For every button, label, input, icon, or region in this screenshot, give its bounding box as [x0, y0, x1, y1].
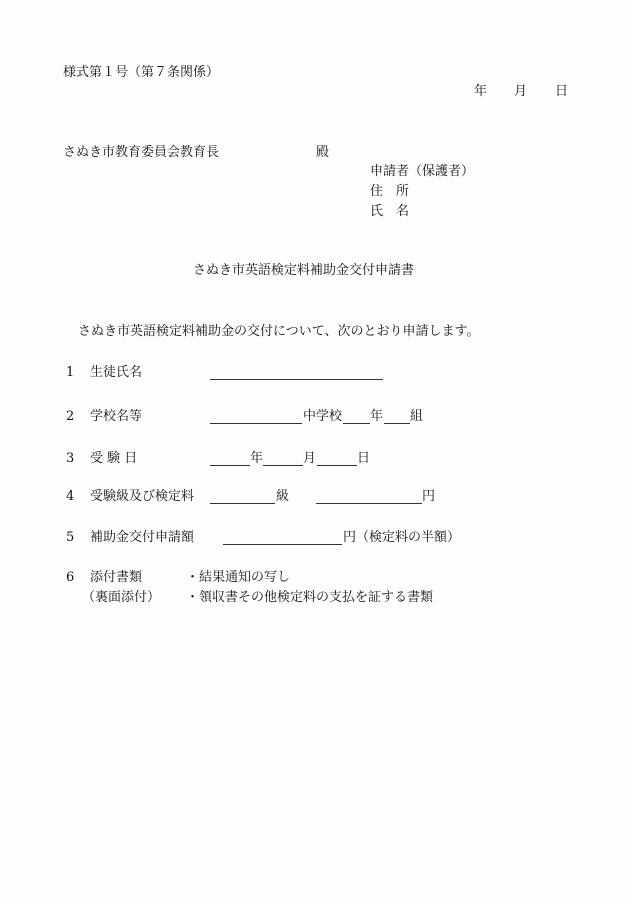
attachment-1: ・結果通知の写し [186, 570, 291, 585]
exam-month-field[interactable] [263, 465, 303, 466]
item-1-num: 1 [66, 365, 75, 380]
item-3-label: 受 験 日 [90, 451, 138, 466]
exam-fee-yen: 円 [422, 489, 436, 504]
applicant-name-label: 氏 名 [370, 204, 410, 219]
applicant-address-label: 住 所 [370, 184, 410, 199]
class-suffix: 組 [410, 409, 424, 424]
exam-day-field[interactable] [317, 465, 357, 466]
grade-suffix: 年 [370, 409, 384, 424]
addressee-name: さぬき市教育委員会教育長 [63, 145, 220, 160]
item-6-label: 添付書類 [90, 570, 143, 585]
exam-grade-suffix: 級 [276, 489, 290, 504]
exam-day-suffix: 日 [357, 451, 371, 466]
exam-grade-field[interactable] [210, 503, 275, 504]
class-field[interactable] [384, 423, 410, 424]
applicant-heading: 申請者（保護者） [370, 164, 475, 179]
student-name-field[interactable] [210, 379, 383, 380]
date-month: 月 [514, 84, 528, 99]
attachment-2: ・領収書その他検定料の支払を証する書類 [186, 590, 434, 605]
item-4-label: 受験級及び検定料 [90, 489, 195, 504]
item-3-num: 3 [66, 451, 75, 466]
exam-month-suffix: 月 [303, 451, 317, 466]
document-title: さぬき市英語検定料補助金交付申請書 [193, 263, 415, 278]
subsidy-yen-note: 円（検定料の半額） [343, 530, 461, 545]
intro-text: さぬき市英語検定料補助金の交付について、次のとおり申請します。 [78, 324, 480, 339]
item-6-num: 6 [66, 570, 75, 585]
exam-year-suffix: 年 [250, 451, 264, 466]
exam-year-field[interactable] [210, 465, 250, 466]
form-number: 様式第１号（第７条関係） [63, 65, 220, 80]
grade-field[interactable] [343, 423, 370, 424]
date-day: 日 [555, 84, 569, 99]
date-year: 年 [474, 84, 488, 99]
item-2-num: 2 [66, 409, 75, 424]
school-suffix: 中学校 [303, 409, 343, 424]
item-5-label: 補助金交付申請額 [90, 530, 195, 545]
item-4-num: 4 [66, 489, 75, 504]
exam-fee-field[interactable] [316, 503, 422, 504]
item-2-label: 学校名等 [90, 409, 143, 424]
addressee-honorific: 殿 [316, 145, 330, 160]
item-1-label: 生徒氏名 [90, 365, 143, 380]
school-name-field[interactable] [210, 423, 302, 424]
item-5-num: 5 [66, 530, 75, 545]
subsidy-amount-field[interactable] [223, 544, 342, 545]
item-6-sublabel: （裏面添付） [82, 590, 161, 605]
